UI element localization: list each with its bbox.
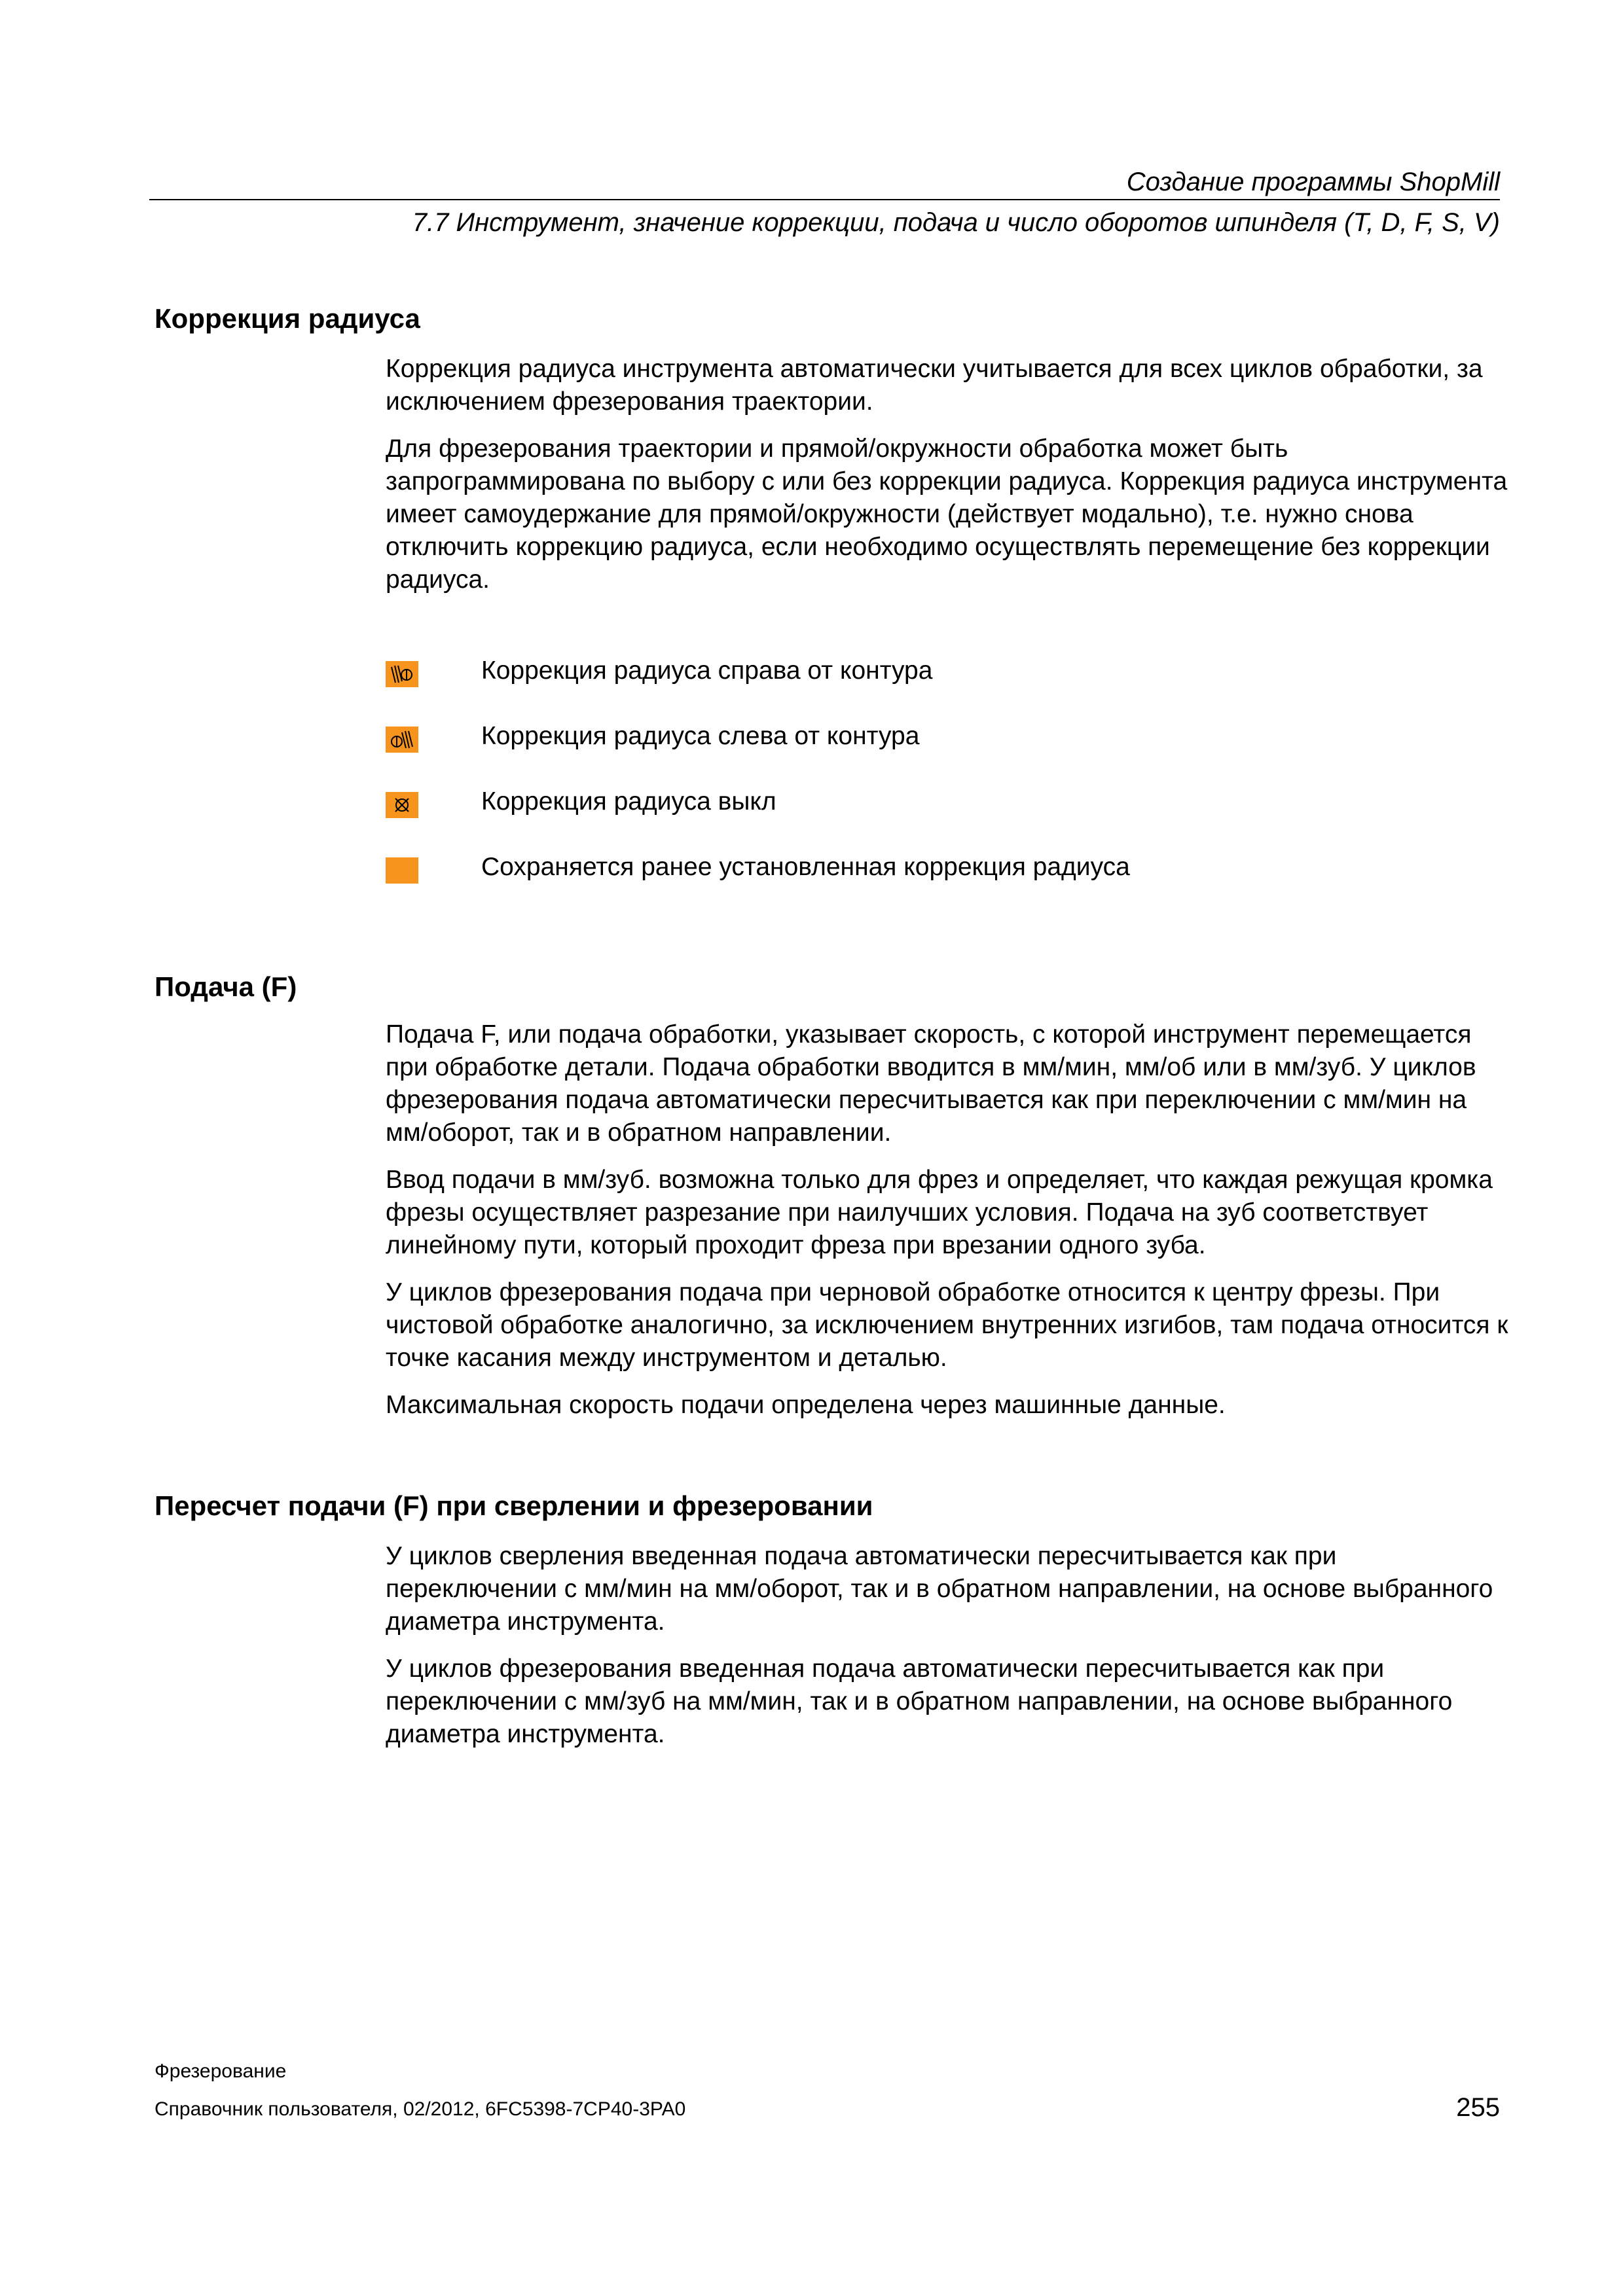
paragraph: Коррекция радиуса инструмента автоматически учитывается для всех циклов обработки, за исключением фрезерования траектории.	[386, 355, 1483, 416]
radius-compensation-keep-icon	[386, 857, 418, 884]
symbol-label: Сохраняется ранее установленная коррекция радиуса	[481, 853, 1130, 881]
symbol-row-off	[386, 785, 1512, 825]
section-heading-feed: Подача (F)	[155, 971, 297, 1002]
radius-compensation-right-icon	[386, 661, 418, 687]
paragraph: У циклов фрезерования подача при черновой обработке относится к центру фрезы. При чистовой обработке аналогично, за исключением внутренних изгибов, там подача относится к точке касания между инструментом и деталью.	[386, 1278, 1508, 1372]
feed-conversion-body	[386, 1540, 1512, 1765]
header-divider	[149, 199, 1500, 200]
footer-manual-info: Справочник пользователя, 02/2012, 6FC5398-7CP40-3PA0	[155, 2098, 686, 2120]
running-header-chapter: Создание программы ShopMill	[1126, 168, 1500, 196]
symbol-label: Коррекция радиуса выкл	[481, 787, 776, 816]
paragraph: Ввод подачи в мм/зуб. возможна только для фрез и определяет, что каждая режущая кромка фрезы осуществляет разрезание при наилучших условия. Подача на зуб соответствует линейному пути, который проходит фреза при врезании одного зуба.	[386, 1166, 1493, 1259]
radius-compensation-body	[386, 353, 1512, 611]
section-heading-feed-conversion: Пересчет подачи (F) при сверлении и фрезеровании	[155, 1490, 873, 1521]
running-header-section: 7.7 Инструмент, значение коррекции, подача и число оборотов шпинделя (T, D, F, S, V)	[412, 208, 1500, 237]
page-number: 255	[1456, 2093, 1500, 2122]
footer-book-title: Фрезерование	[155, 2060, 287, 2082]
symbol-label: Коррекция радиуса слева от контура	[481, 722, 920, 750]
section-heading-radius-compensation: Коррекция радиуса	[155, 303, 420, 334]
symbol-label: Коррекция радиуса справа от контура	[481, 656, 933, 685]
paragraph: Для фрезерования траектории и прямой/окружности обработка может быть запрограммирована по выбору с или без коррекции радиуса. Коррекция радиуса инструмента имеет самоудержание для прямой/окружности (действует модально), т.е. нужно снова отключить коррекцию радиуса, если необходимо осуществлять перемещение без коррекции радиуса.	[386, 435, 1508, 594]
radius-compensation-off-icon	[386, 792, 418, 818]
symbol-row-left	[386, 720, 1512, 759]
paragraph: Подача F, или подача обработки, указывает скорость, с которой инструмент перемещается при обработке детали. Подача обработки вводится в мм/мин, мм/об или в мм/зуб. У циклов фрезерования подача автоматически пересчитывается как при переключении с мм/мин на мм/оборот, так и в обратном направлении.	[386, 1020, 1476, 1147]
paragraph: У циклов фрезерования введенная подача автоматически пересчитывается как при переключении с мм/зуб на мм/мин, так и в обратном направлении, на основе выбранного диаметра инструмента.	[386, 1655, 1453, 1748]
paragraph: Максимальная скорость подачи определена через машинные данные.	[386, 1391, 1226, 1419]
symbol-row-right	[386, 655, 1512, 694]
paragraph: У циклов сверления введенная подача автоматически пересчитывается как при переключении с мм/мин на мм/оборот, так и в обратном направлении, на основе выбранного диаметра инструмента.	[386, 1542, 1493, 1636]
radius-compensation-left-icon	[386, 726, 418, 753]
symbol-row-keep	[386, 851, 1512, 890]
feed-body	[386, 1018, 1512, 1436]
